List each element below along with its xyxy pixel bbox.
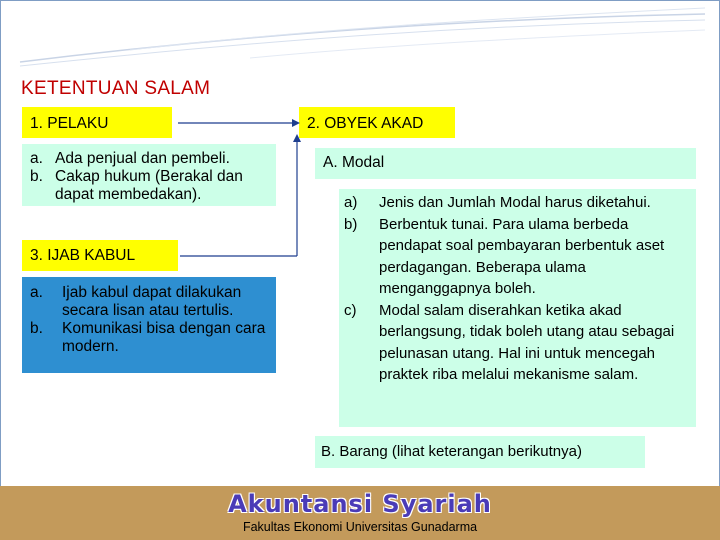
- barang-text: B. Barang (lihat keterangan berikutnya): [321, 443, 582, 460]
- list-item: a. Ada penjual dan pembeli.: [30, 150, 230, 167]
- pelaku-heading: 1. PELAKU: [30, 115, 109, 132]
- modal-heading: A. Modal: [323, 154, 385, 171]
- list-item: c) Modal salam diserahkan ketika akad berlangsung, tidak boleh utang atau sebagai pelunasan utang. Hal ini untuk mencegah praktek riba melalui mekanisme salam.: [344, 301, 675, 383]
- obyek-akad-heading: 2. OBYEK AKAD: [307, 115, 424, 132]
- list-item: b. Komunikasi bisa dengan cara modern.: [30, 320, 266, 355]
- list-item: a) Jenis dan Jumlah Modal harus diketahui.: [344, 194, 651, 211]
- faculty-text: Fakultas Ekonomi Universitas Gunadarma: [242, 520, 478, 534]
- barang-box: [315, 436, 645, 468]
- arrow-head-icon: [293, 134, 301, 142]
- list-item: b) Berbentuk tunai. Para ulama berbeda pendapat soal pembayaran berbentuk aset perdagangan. Beberapa ulama menganggapnya boleh.: [344, 215, 665, 297]
- brand-logo-text: Akuntansi Syariah: [228, 490, 492, 518]
- list-item: a. Ijab kabul dapat dilakukan secara lisan atau tertulis.: [30, 284, 242, 319]
- list-item: b. Cakap hukum (Berakal dan dapat membedakan).: [30, 168, 243, 203]
- slide-title: KETENTUAN SALAM: [21, 78, 211, 99]
- ijab-kabul-heading: 3. IJAB KABUL: [30, 247, 136, 264]
- arrow-head-icon: [292, 119, 300, 127]
